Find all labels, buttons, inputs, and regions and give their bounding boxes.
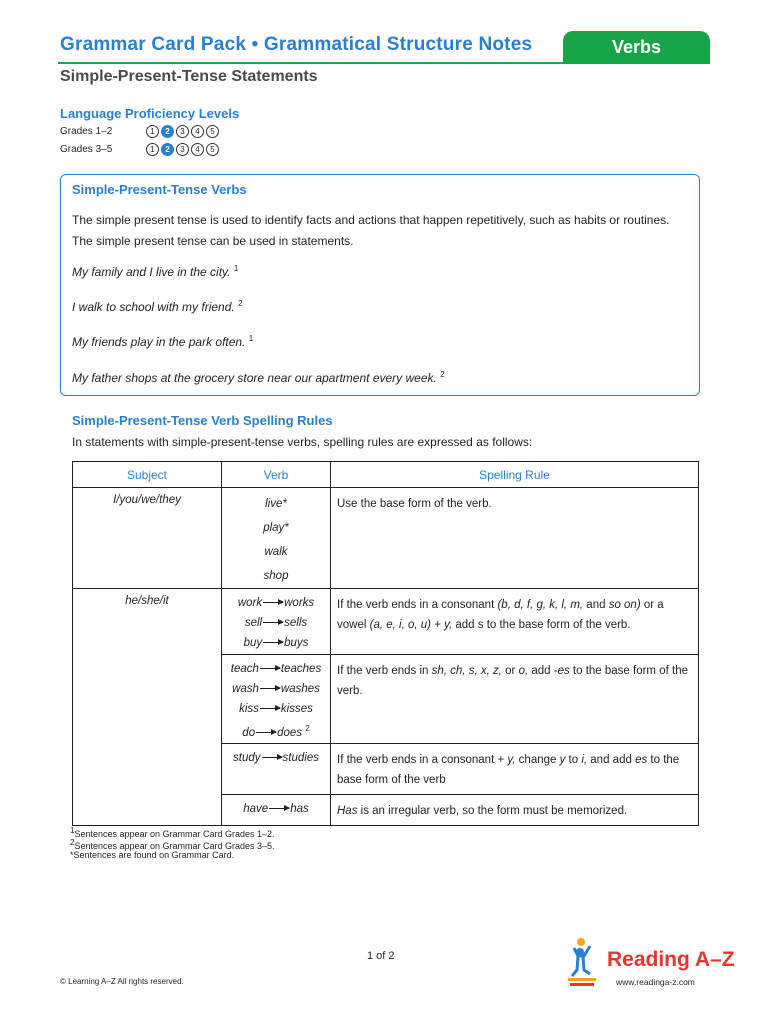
- proficiency-title: Language Proficiency Levels: [60, 106, 240, 121]
- rule-cell: If the verb ends in a consonant + y, change y to i, and add es to the base form of the verb: [331, 743, 699, 794]
- example-sentence: My family and I live in the city. $^1$: [72, 264, 239, 279]
- page-header-title: Grammar Card Pack • Grammatical Structure Notes: [60, 34, 533, 55]
- verb-cell: work works sell sells buy buys: [222, 589, 331, 655]
- table-row: [73, 589, 699, 655]
- level-circle-highlighted: 2: [161, 143, 174, 156]
- verb-cell: have has: [222, 794, 331, 825]
- page-number: 1 of 2: [367, 950, 395, 962]
- column-header-verb: Verb: [222, 462, 331, 488]
- header-divider: [58, 62, 710, 64]
- level-circle: 4: [191, 125, 204, 138]
- website-url: www.readinga-z.com: [616, 977, 695, 987]
- subject-cell: he/she/it: [73, 589, 222, 826]
- reading-az-logo: Reading A–Z: [607, 948, 735, 971]
- table-row: [73, 488, 699, 589]
- level-circle-highlighted: 2: [161, 125, 174, 138]
- verb-cell: teach teaches wash washes kiss kisses do does $^2$: [222, 655, 331, 744]
- verb-cell: study studies: [222, 743, 331, 794]
- spelling-rules-title: Simple-Present-Tense Verb Spelling Rules: [72, 413, 333, 428]
- level-circle: 5: [206, 125, 219, 138]
- subject-cell: I/you/we/they: [73, 488, 222, 589]
- level-circle: 5: [206, 143, 219, 156]
- box-paragraph: The simple present tense is used to identify facts and actions that happen repetitively, such as habits or routines. The simple present tense can be used in statements.: [72, 213, 670, 248]
- grade-label: Grades 3–5: [60, 144, 113, 155]
- rule-cell: If the verb ends in sh, ch, s, x, z, or o, add -es to the base form of the verb.: [331, 655, 699, 744]
- proficiency-row-grades-3-5: [60, 143, 219, 156]
- example-sentence: My friends play in the park often. $^1$: [72, 334, 254, 349]
- level-circle: 4: [191, 143, 204, 156]
- table-header-row: [73, 462, 699, 488]
- column-header-spelling-rule: Spelling Rule: [331, 462, 699, 488]
- level-circle: 1: [146, 125, 159, 138]
- footnote: $^2$Sentences appear on Grammar Card Grades 3–5.: [70, 838, 275, 851]
- page-subtitle: Simple-Present-Tense Statements: [60, 68, 318, 85]
- footnote: *Sentences are found on Grammar Card.: [70, 850, 235, 860]
- verb-cell: live* play* walk shop: [222, 488, 331, 589]
- copyright-notice: © Learning A–Z All rights reserved.: [60, 977, 184, 986]
- rule-cell: Use the base form of the verb.: [331, 488, 699, 589]
- rule-cell: Has is an irregular verb, so the form must be memorized.: [331, 794, 699, 825]
- spelling-rules-table: [72, 461, 699, 826]
- proficiency-row-grades-1-2: [60, 125, 219, 138]
- reading-kid-logo-icon: [566, 936, 600, 988]
- section-tab-verbs: Verbs: [563, 31, 710, 63]
- box-title: Simple-Present-Tense Verbs: [72, 182, 247, 197]
- column-header-subject: Subject: [73, 462, 222, 488]
- grade-label: Grades 1–2: [60, 126, 113, 137]
- level-circle: 3: [176, 125, 189, 138]
- example-sentence: I walk to school with my friend. $^2$: [72, 299, 243, 314]
- footnote: $^1$Sentences appear on Grammar Card Grades 1–2.: [70, 826, 275, 839]
- level-circle: 1: [146, 143, 159, 156]
- example-sentence: My father shops at the grocery store near our apartment every week. $^2$: [72, 370, 445, 385]
- rule-cell: If the verb ends in a consonant (b, d, f, g, k, l, m, and so on) or a vowel (a, e, i, o, u) + y, add s to the base form of the verb.: [331, 589, 699, 655]
- verbs-explanation-box: [60, 174, 700, 396]
- spelling-rules-intro: In statements with simple-present-tense verbs, spelling rules are expressed as follows:: [72, 435, 533, 449]
- level-circle: 3: [176, 143, 189, 156]
